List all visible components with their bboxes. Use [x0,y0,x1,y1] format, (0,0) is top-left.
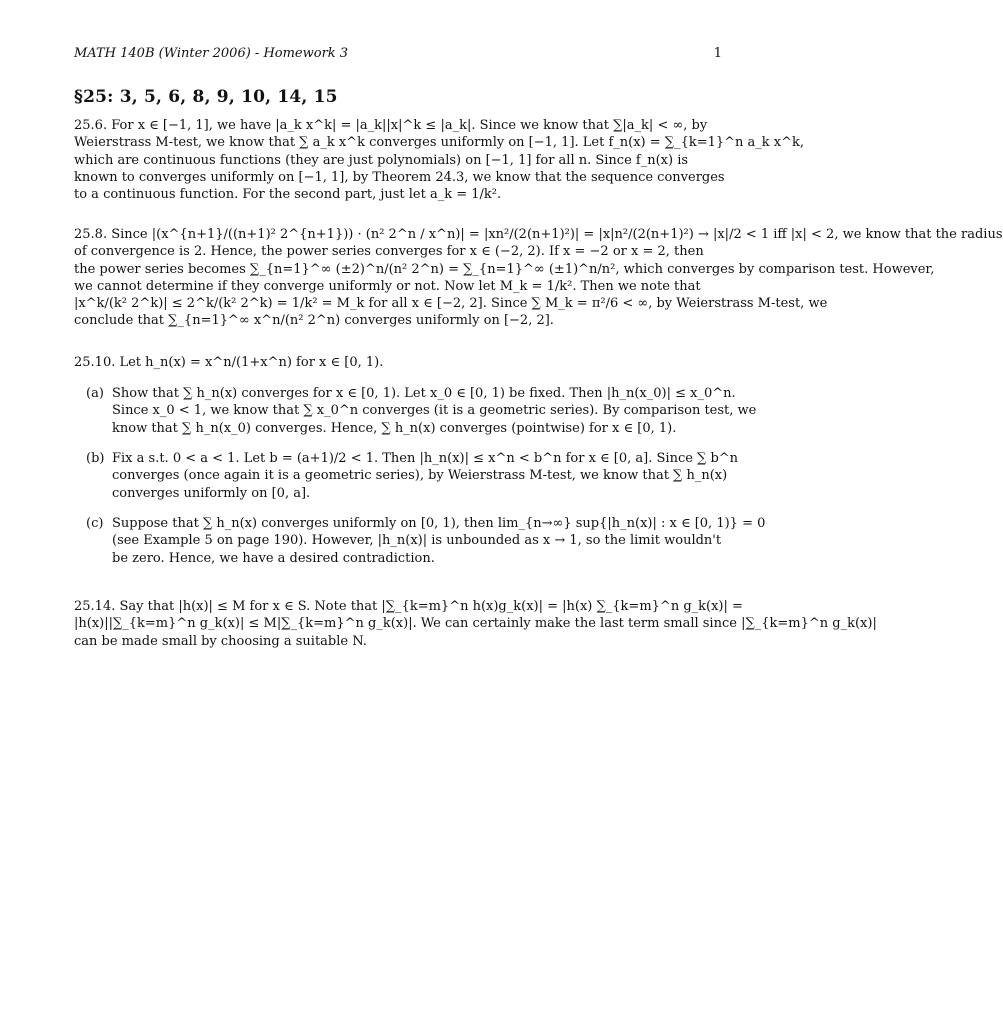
text-line: known to converges uniformly on [−1, 1], by Theorem 24.3, we know that the sequence converges [74,169,725,185]
problem-25-10-intro: 25.10. Let h_n(x) = x^n/(1+x^n) for x ∈ [0, 1). [74,355,384,370]
text-line: which are continuous functions (they are just polynomials) on [−1, 1] for all n. Since f_n(x) is [74,152,689,168]
problem-25-8 [74,226,1003,330]
page-number: 1 [713,46,722,61]
text-line: Fix a s.t. 0 < a < 1. Let b = (a+1)/2 < 1. Then |h_n(x)| ≤ x^n < b^n for x ∈ [0, a]. Since ∑ b^n [112,451,739,466]
text-line: converges uniformly on [0, a]. [112,485,311,501]
problem-25-10-part-c [86,515,766,567]
running-header [74,46,724,62]
text-line: 25.6. For x ∈ [−1, 1], we have |a_k x^k| = |a_k||x|^k ≤ |a_k|. Since we know that ∑|a_k| < ∞, by [74,118,708,133]
part-label: (c) [86,516,104,531]
text-line: we cannot determine if they converge uniformly or not. Now let M_k = 1/k². Then we note that [74,278,701,294]
problem-25-10-part-a [86,385,757,437]
text-line: converges (once again it is a geometric series), by Weierstrass M-test, we know that ∑ h_n(x) [112,468,728,484]
problem-25-6 [74,117,805,203]
text-line: of convergence is 2. Hence, the power series converges for x ∈ (−2, 2). If x = −2 or x = 2, then [74,244,704,260]
text-line: Since x_0 < 1, we know that ∑ x_0^n converges (it is a geometric series). By comparison test, we [112,403,757,419]
text-line: |h(x)||∑_{k=m}^n g_k(x)| ≤ M|∑_{k=m}^n g_k(x)|. We can certainly make the last term small since |∑_{k=m}^n g_k(x)| [74,616,877,632]
text-line: Show that ∑ h_n(x) converges for x ∈ [0, 1). Let x_0 ∈ [0, 1) be fixed. Then |h_n(x_0)| ≤ x_0^n. [112,386,736,401]
text-line: 25.8. Since |(x^{n+1}/((n+1)² 2^{n+1})) · (n² 2^n / x^n)| = |xn²/(2(n+1)²)| = |x|n²/(2(n+1)²) → |x|/2 < 1 iff |x| < 2, we know that the radius [74,227,1003,242]
text-line: Suppose that ∑ h_n(x) converges uniformly on [0, 1), then lim_{n→∞} sup{|h_n(x)| : x ∈ [0, 1)} = 0 [112,516,766,531]
text-line: know that ∑ h_n(x_0) converges. Hence, ∑ h_n(x) converges (pointwise) for x ∈ [0, 1). [112,420,677,436]
text-line: |x^k/(k² 2^k)| ≤ 2^k/(k² 2^k) = 1/k² = M_k for all x ∈ [−2, 2]. Since ∑ M_k = π²/6 < ∞, by Weierstrass M-test, we [74,296,828,312]
part-label: (a) [86,386,104,401]
section-title: §25: 3, 5, 6, 8, 9, 10, 14, 15 [74,87,338,107]
text-line: to a continuous function. For the second part, just let a_k = 1/k². [74,187,502,203]
part-label: (b) [86,451,105,466]
text-line: the power series becomes ∑_{n=1}^∞ (±2)^n/(n² 2^n) = ∑_{n=1}^∞ (±1)^n/n², which converges by comparison test. However, [74,261,935,277]
text-line: conclude that ∑_{n=1}^∞ x^n/(n² 2^n) converges uniformly on [−2, 2]. [74,313,554,329]
text-line: can be made small by choosing a suitable N. [74,633,367,649]
text-line: (see Example 5 on page 190). However, |h_n(x)| is unbounded as x → 1, so the limit wouldn't [112,533,722,549]
text-line: 25.14. Say that |h(x)| ≤ M for x ∈ S. Note that |∑_{k=m}^n h(x)g_k(x)| = |h(x) ∑_{k=m}^n g_k(x)| = [74,599,743,614]
text-line: be zero. Hence, we have a desired contradiction. [112,550,435,566]
problem-25-10-part-b [86,450,739,502]
problem-25-14 [74,598,877,650]
course-title: MATH 140B (Winter 2006) - Homework 3 [74,46,349,61]
text-line: Weierstrass M-test, we know that ∑ a_k x^k converges uniformly on [−1, 1]. Let f_n(x) = ∑_{k=1}^n a_k x^k, [74,135,805,151]
